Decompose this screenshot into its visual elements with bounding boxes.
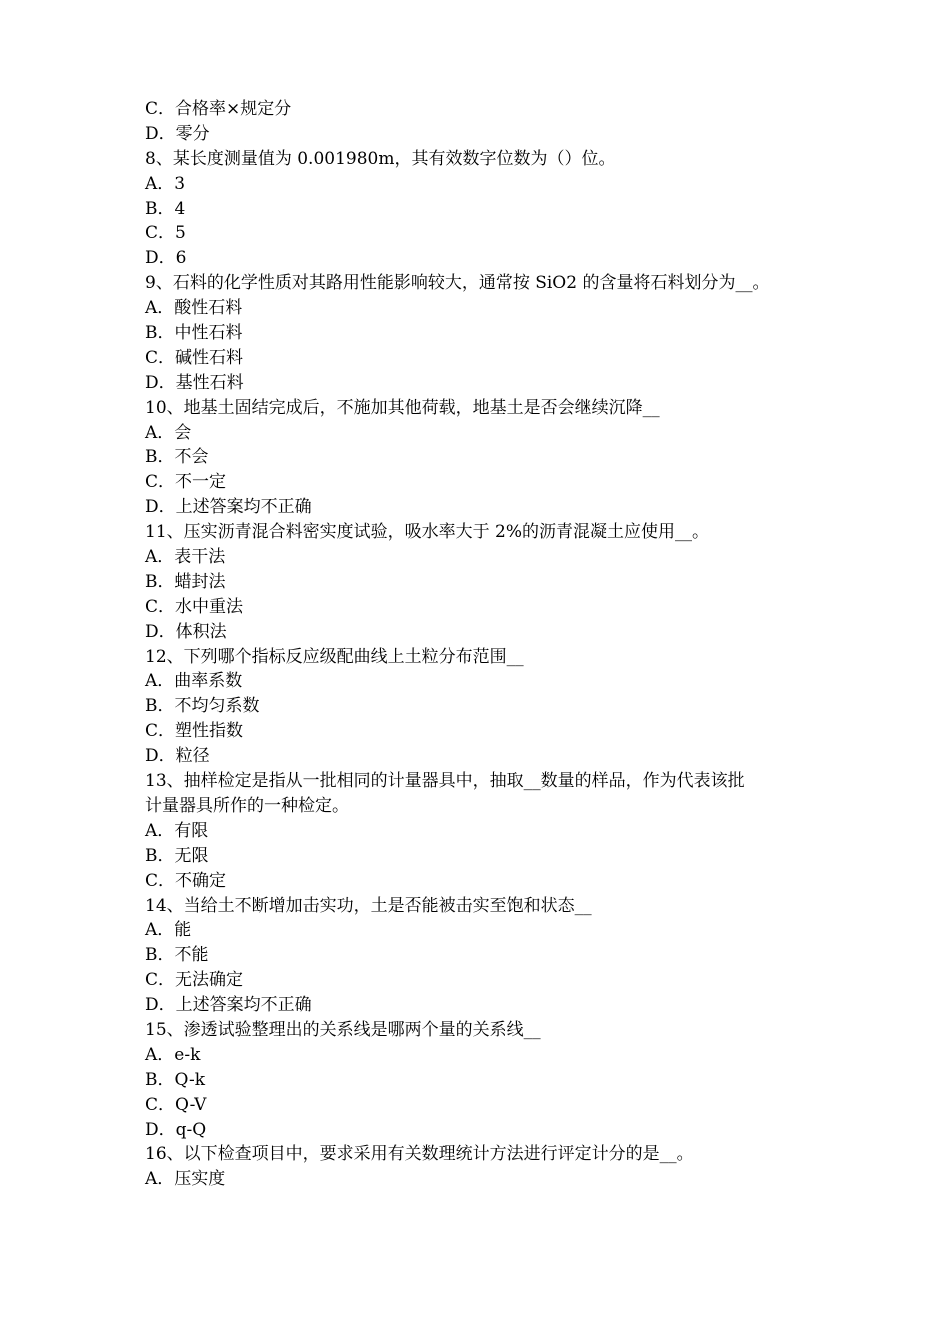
- option-line: A．e-k: [145, 1044, 201, 1065]
- option-line: B．无限: [145, 845, 209, 866]
- option-line: D．6: [145, 248, 187, 269]
- option-line: C．Q-V: [145, 1094, 207, 1115]
- option-line: C．合格率×规定分: [145, 99, 292, 119]
- question-line: 8、某长度测量值为 0.001980m，其有效数字位数为（）位。: [145, 148, 616, 169]
- option-line: B．4: [145, 198, 186, 219]
- option-line: C．不一定: [145, 472, 227, 493]
- option-line: A．表干法: [145, 547, 226, 568]
- question-line: 16、以下检查项目中，要求采用有关数理统计方法进行评定计分的是__。: [145, 1144, 694, 1165]
- option-line: D．体积法: [145, 621, 227, 642]
- option-line: D．q-Q: [145, 1119, 207, 1140]
- option-line: A．3: [145, 173, 186, 194]
- question-line: 10、地基土固结完成后，不施加其他荷载，地基土是否会继续沉降__: [145, 397, 660, 418]
- question-line: 13、抽样检定是指从一批相同的计量器具中，抽取__数量的样品，作为代表该批: [145, 771, 745, 792]
- option-line: C．无法确定: [145, 970, 244, 991]
- option-line: B．不会: [145, 447, 209, 468]
- question-line: 15、渗透试验整理出的关系线是哪两个量的关系线__: [145, 1019, 541, 1040]
- option-line: B．中性石料: [145, 323, 243, 344]
- option-line: B．蜡封法: [145, 571, 226, 592]
- option-line: C．5: [145, 223, 186, 244]
- option-line: D．上述答案均不正确: [145, 995, 312, 1016]
- option-line: B．不能: [145, 945, 209, 966]
- option-line: B．Q-k: [145, 1069, 206, 1090]
- option-line: C．塑性指数: [145, 721, 244, 742]
- document-page: [145, 97, 825, 1192]
- option-line: C．水中重法: [145, 596, 244, 617]
- question-line: 14、当给土不断增加击实功，土是否能被击实至饱和状态__: [145, 895, 592, 916]
- option-line: A．压实度: [145, 1169, 226, 1190]
- option-line: C．碱性石料: [145, 347, 244, 368]
- question-line: 11、压实沥青混合料密实度试验，吸水率大于 2%的沥青混凝土应使用__。: [145, 522, 710, 543]
- option-line: A．会: [145, 422, 192, 443]
- option-line: D．基性石料: [145, 372, 244, 393]
- option-line: A．能: [145, 920, 192, 941]
- option-line: B．不均匀系数: [145, 696, 260, 717]
- question-line: 12、下列哪个指标反应级配曲线上土粒分布范围__: [145, 646, 524, 667]
- option-line: D．上述答案均不正确: [145, 497, 312, 518]
- question-line: 9、石料的化学性质对其路用性能影响较大，通常按 SiO2 的含量将石料划分为__。: [145, 273, 770, 294]
- option-line: A．曲率系数: [145, 671, 243, 692]
- option-line: A．有限: [145, 820, 209, 841]
- question-line-continued: 计量器具所作的一种检定。: [145, 795, 349, 816]
- option-line: D．零分: [145, 123, 210, 144]
- option-line: C．不确定: [145, 870, 227, 891]
- option-line: D．粒径: [145, 746, 210, 767]
- option-line: A．酸性石料: [145, 298, 243, 319]
